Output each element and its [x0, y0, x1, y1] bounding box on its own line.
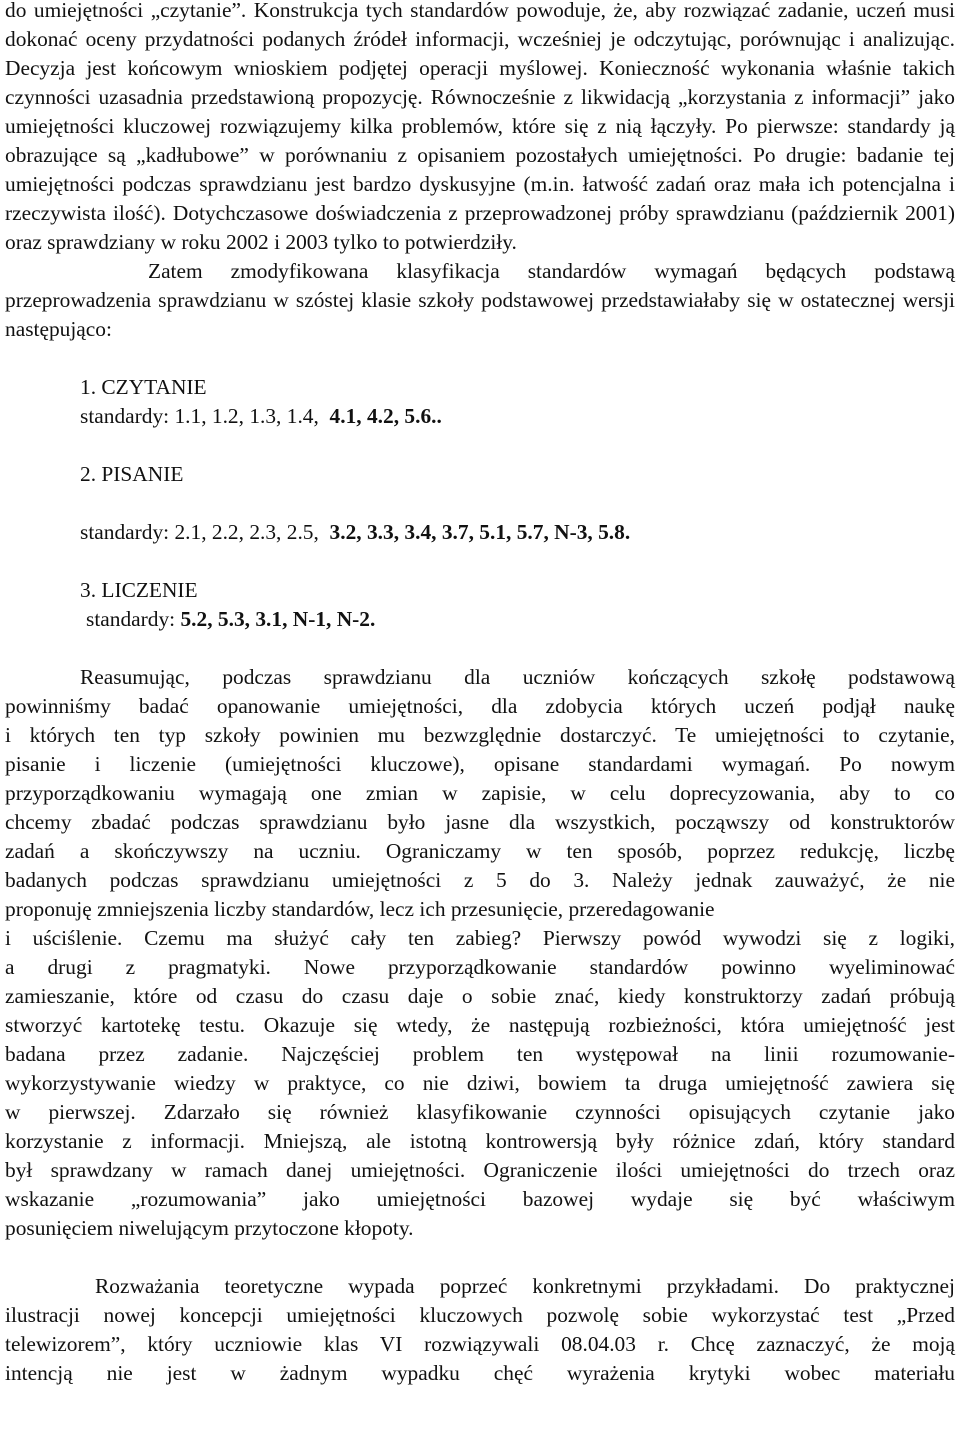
standards-counting — [80, 605, 955, 634]
summary-line: a drugi z pragmatyki. Nowe przyporządkowanie standardów powinno wyeliminować — [5, 955, 955, 979]
summary-line: chcemy zbadać podczas sprawdzianu było jasne dla wszystkich, począwszy od konstruktorów — [5, 810, 955, 834]
paragraph-summary — [5, 663, 955, 1243]
summary-line: w pierwszej. Zdarzało się również klasyfikowanie czynności opisujących czytanie jako — [5, 1100, 955, 1124]
summary-line: i których ten typ szkoły powinien mu bezwzględnie dostarczyć. Te umiejętności to czytanie, — [5, 723, 955, 747]
standards-reading-prefix: standardy: 1.1, 1.2, 1.3, 1.4, — [80, 404, 319, 428]
summary-line: posunięciem niwelującym przytoczone kłopoty. — [5, 1216, 414, 1240]
summary-line: badana przez zadanie. Najczęściej problem ten występował na linii rozumowanie- — [5, 1042, 955, 1066]
summary-line: proponuję zmniejszenia liczby standardów, lecz ich przesunięcie, przeredagowanie — [5, 897, 715, 921]
standards-reading-bold: 4.1, 4.2, 5.6.. — [329, 404, 442, 428]
summary-line: wykorzystywanie wiedzy w praktyce, co nie dziwi, bowiem ta druga umiejętność zawiera się — [5, 1071, 955, 1095]
summary-line: był sprawdzany w ramach danej umiejętności. Ograniczenie ilości umiejętności do trzech oraz — [5, 1158, 955, 1182]
list-heading-reading: 1. CZYTANIE — [80, 375, 207, 399]
summary-line: Reasumując, podczas sprawdzianu dla uczniów kończących szkołę podstawową — [80, 665, 955, 689]
summary-line: pisanie i liczenie (umiejętności kluczowe), opisane standardami wymagań. Po nowym — [5, 752, 955, 776]
paragraph-examples — [5, 1272, 955, 1388]
summary-line: stworzyć kartotekę testu. Okazuje się wtedy, że następują rozbieżności, która umiejętność jest — [5, 1013, 955, 1037]
standards-list — [5, 373, 955, 634]
examples-line: ilustracji nowej koncepcji umiejętności kluczowych pozwolę sobie wykorzystać test „Przed — [5, 1303, 955, 1327]
examples-line: telewizorem”, który uczniowie klas VI rozwiązywali 08.04.03 r. Chcę zaznaczyć, że moją — [5, 1332, 955, 1356]
summary-line: korzystanie z informacji. Mniejszą, ale istotną kontrowersją były różnice zdań, który standard — [5, 1129, 955, 1153]
standards-writing-bold: 3.2, 3.3, 3.4, 3.7, 5.1, 5.7, N-3, 5.8. — [329, 520, 631, 544]
summary-line: zadań a skończywszy na uczniu. Ograniczamy w ten sposób, poprzez redukcję, liczbę — [5, 839, 955, 863]
summary-line: zamieszanie, które od czasu do czasu daje o sobie znać, kiedy konstruktorzy zadań próbują — [5, 984, 955, 1008]
summary-line: badanych podczas sprawdzianu umiejętności z 5 do 3. Należy jednak zauważyć, że nie — [5, 868, 955, 892]
standards-writing — [80, 518, 955, 547]
list-item-counting — [80, 576, 955, 634]
standards-counting-prefix: standardy: — [86, 607, 176, 631]
spacer — [80, 547, 955, 576]
paragraph-intro: do umiejętności „czytanie”. Konstrukcja tych standardów powoduje, że, aby rozwiązać zadanie, uczeń musi dokonać oceny przydatności podanych źródeł informacji, wcześniej je odczytując, porównując i analizując. Decyzja jest końcowym wnioskiem podjętej operacji myślowej. Konieczność wykonania właśnie takich czynności uzasadnia przedstawioną propozycję. Równocześnie z likwidacją „korzystania z informacji” jako umiejętności kluczowej rozwiązujemy kilka problemów, które się z nią łączyły. Po pierwsze: standardy ją obrazujące są „kadłubowe” w porównaniu z opisaniem pozostałych umiejętności. Po drugie: badanie tej umiejętności podczas sprawdzianu jest bardzo dyskusyjne (m.in. łatwość zadań oraz mała ich potencjalna i rzeczywista ilość). Dotychczasowe doświadczenia z przeprowadzonej próby sprawdzianu (październik 2001) oraz sprawdziany w roku 2002 i 2003 tylko to potwierdziły. — [5, 0, 955, 254]
examples-line: intencją nie jest w żadnym wypadku chęć wyrażenia krytyki wobec materiału — [5, 1361, 955, 1385]
standards-counting-bold: 5.2, 5.3, 3.1, N-1, N-2. — [180, 607, 376, 631]
standards-reading — [80, 402, 955, 431]
summary-line: i uściślenie. Czemu ma służyć cały ten zabieg? Pierwszy powód wywodzi się z logiki, — [5, 926, 955, 950]
standards-writing-prefix: standardy: 2.1, 2.2, 2.3, 2.5, — [80, 520, 319, 544]
list-item-writing — [80, 460, 955, 547]
summary-line: powinniśmy badać opanowanie umiejętności, dla zdobycia których uczeń podjął naukę — [5, 694, 955, 718]
examples-line: Rozważania teoretyczne wypada poprzeć konkretnymi przykładami. Do praktycznej — [95, 1274, 955, 1298]
list-heading-counting: 3. LICZENIE — [80, 578, 198, 602]
spacer — [80, 431, 955, 460]
summary-line: przyporządkowaniu wymagają one zmian w zapisie, w celu doprecyzowania, aby to co — [5, 781, 955, 805]
list-heading-writing: 2. PISANIE — [80, 462, 184, 486]
spacer — [80, 489, 955, 518]
summary-line: wskazanie „rozumowania” jako umiejętności bazowej wydaje się być właściwym — [5, 1187, 955, 1211]
paragraph-classification: Zatem zmodyfikowana klasyfikacja standardów wymagań będących podstawą przeprowadzenia sprawdzianu w szóstej klasie szkoły podstawowej przedstawiałaby się w ostatecznej wersji następująco: — [5, 259, 955, 341]
list-item-reading — [80, 373, 955, 431]
